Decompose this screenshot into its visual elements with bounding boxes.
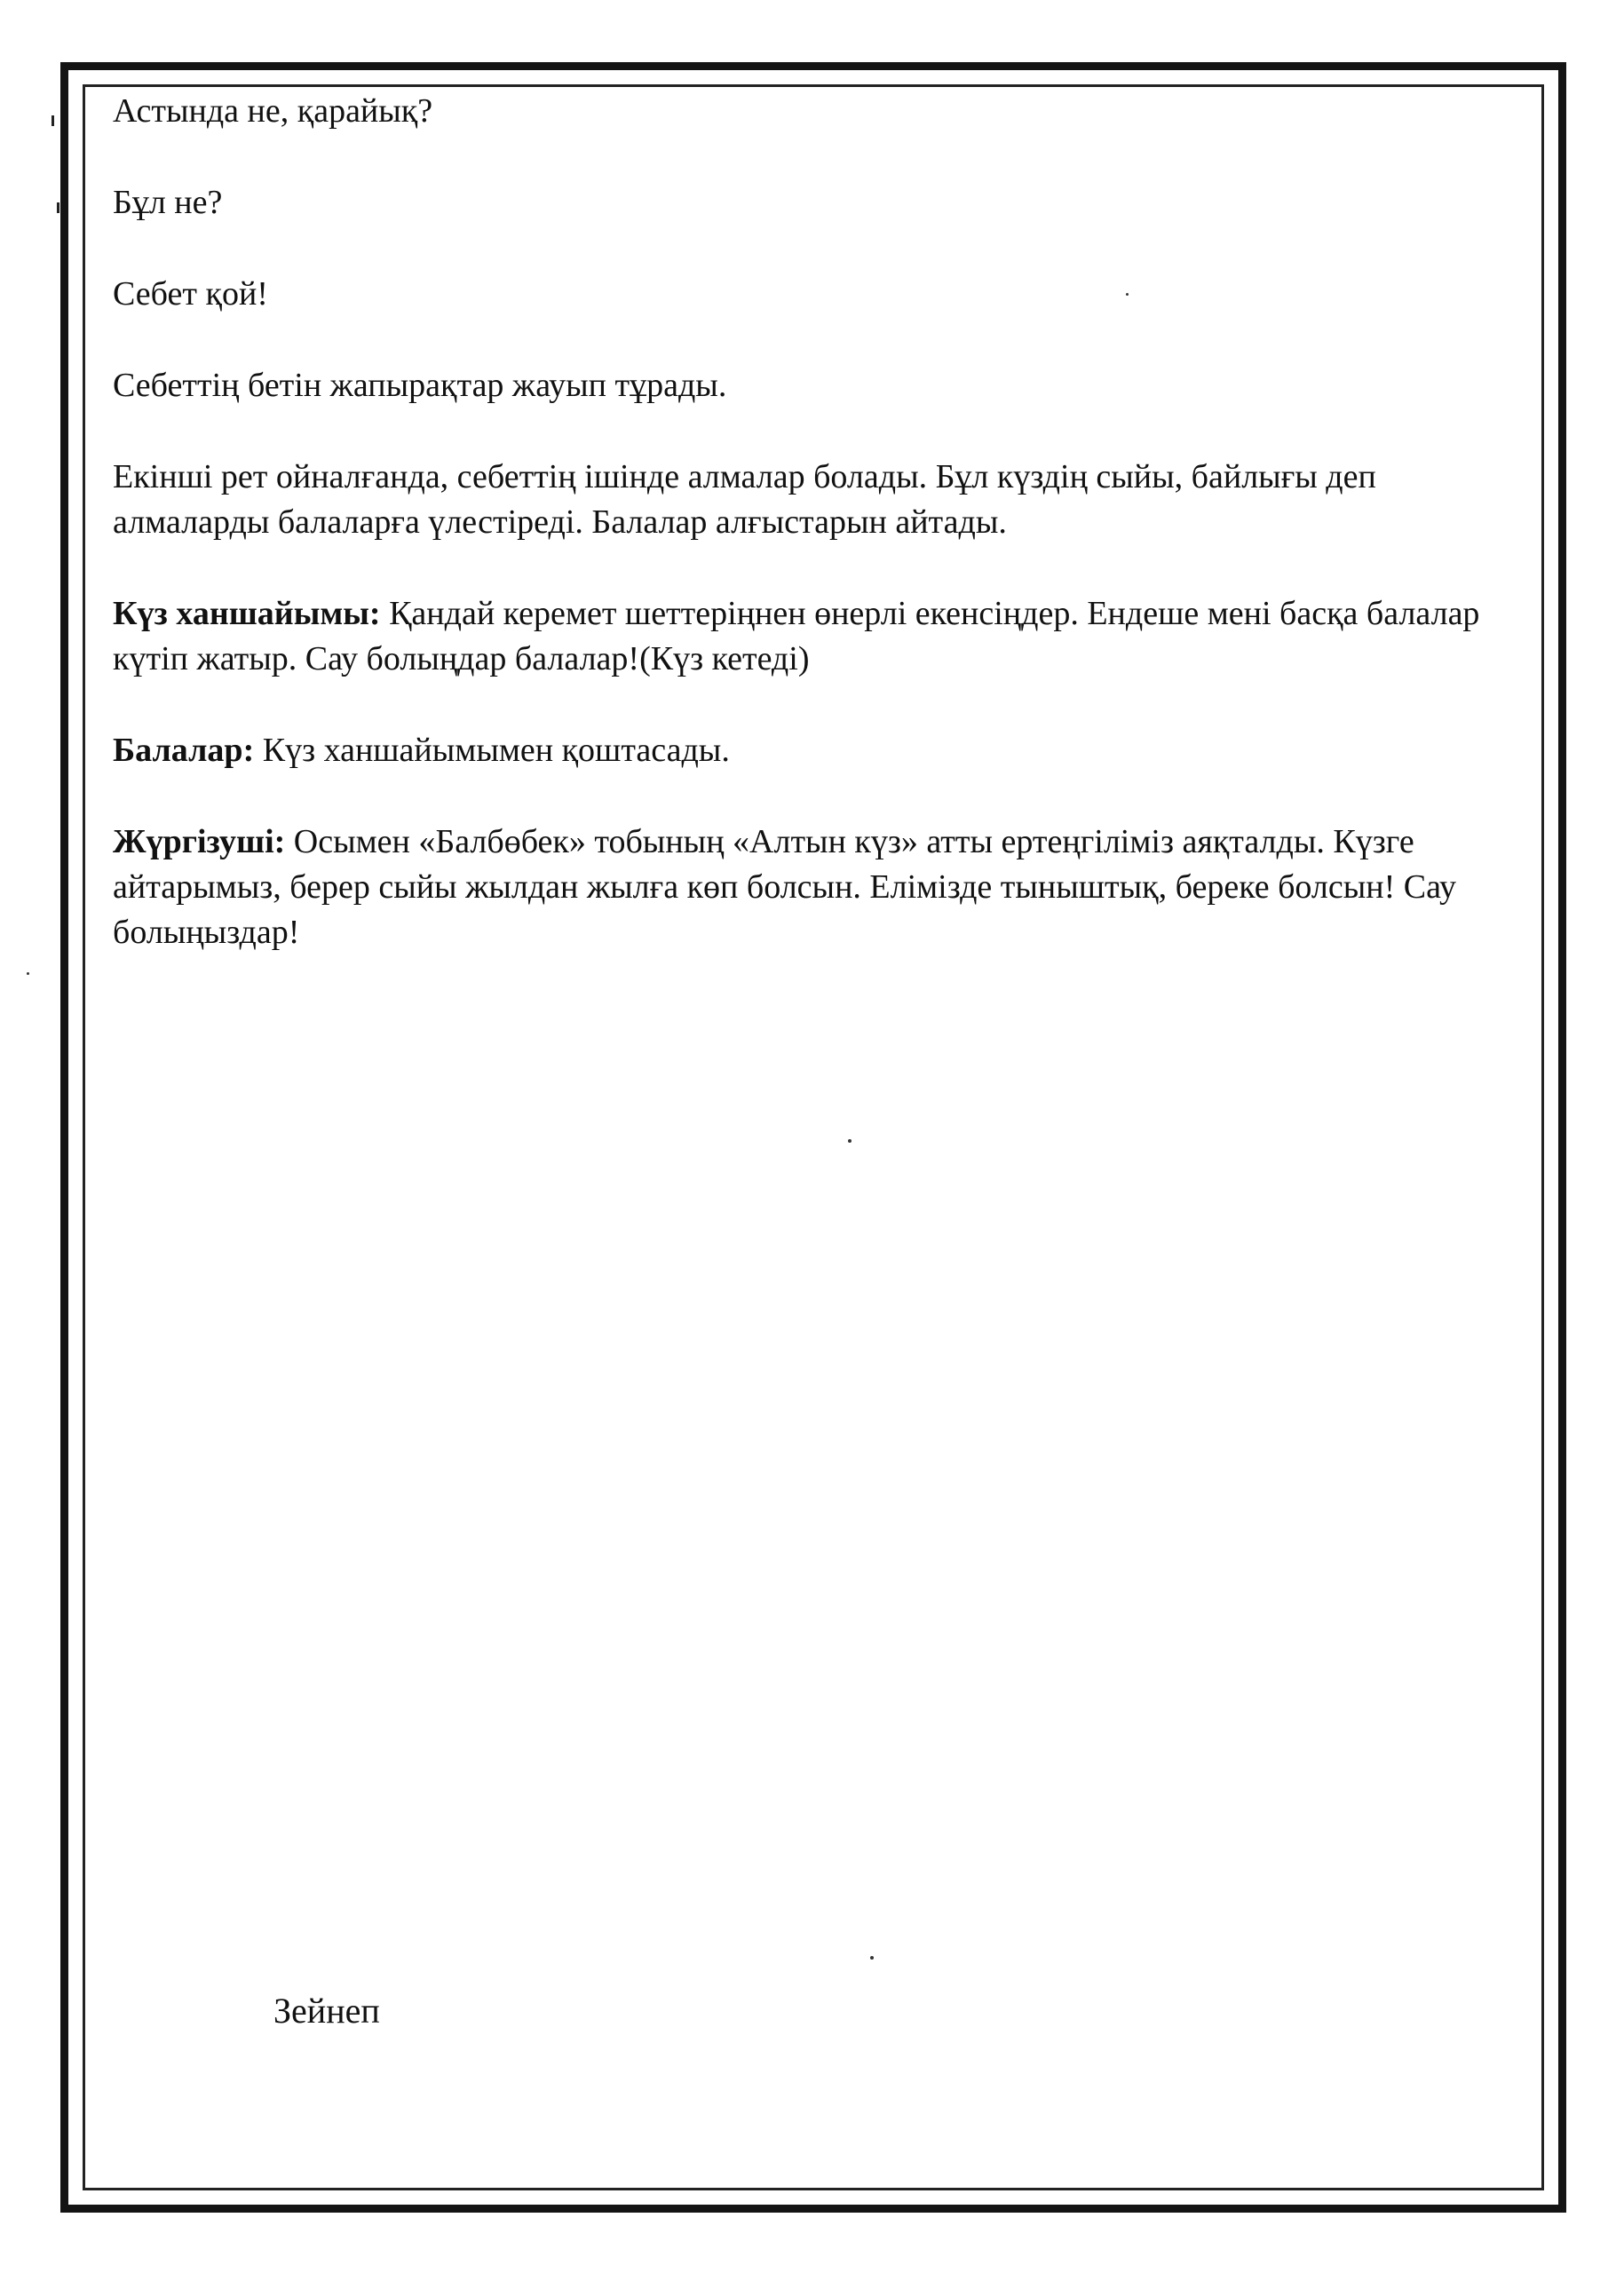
- paragraph: [113, 272, 1516, 317]
- dialogue-text: Осымен «Балбөбек» тобының «Алтын күз» атты ертеңгіліміз аяқталды. Күзге айтарымыз, берер сыйы жылдан жылға көп болсын. Елімізде тыныштық, береке болсын! Сау болыңыздар!: [113, 823, 1457, 951]
- speaker-name: Күз ханшайымы:: [113, 595, 381, 632]
- speaker-name: Жүргізуші:: [113, 823, 286, 860]
- document-body: [113, 89, 1516, 1002]
- paragraph-text: Астында не, қарайық?: [113, 92, 433, 130]
- scan-speck: [870, 1956, 874, 1960]
- speaker-name: Балалар:: [113, 732, 255, 769]
- scan-mark: [57, 202, 59, 213]
- scan-speck: [1126, 293, 1129, 296]
- paragraph-text: Себеттің бетін жапырақтар жауып тұрады.: [113, 367, 727, 404]
- dialogue-line: [113, 591, 1516, 682]
- paragraph-text: Себет қой!: [113, 275, 268, 313]
- paragraph: [113, 363, 1516, 408]
- paragraph: [113, 89, 1516, 134]
- dialogue-line: [113, 820, 1516, 955]
- paragraph-text: Екінші рет ойналғанда, себеттің ішінде алмалар болады. Бұл күздің сыйы, байлығы деп алмаларды балаларға үлестіреді. Балалар алғыстарын айтады.: [113, 458, 1376, 541]
- dialogue-line: [113, 728, 1516, 773]
- paragraph: [113, 455, 1516, 545]
- scan-speck: [27, 972, 29, 975]
- paragraph: [113, 180, 1516, 226]
- dialogue-text: Қандай керемет шеттеріңнен өнерлі екенсіңдер. Ендеше мені басқа балалар күтіп жатыр. Сау болыңдар балалар!(Күз кетеді): [113, 595, 1480, 677]
- signature: Зейнеп: [273, 1991, 380, 2031]
- scan-mark: [51, 115, 54, 126]
- dialogue-text: Күз ханшайымымен қоштасады.: [254, 732, 730, 769]
- scan-speck: [848, 1139, 852, 1143]
- paragraph-text: Бұл не?: [113, 184, 223, 221]
